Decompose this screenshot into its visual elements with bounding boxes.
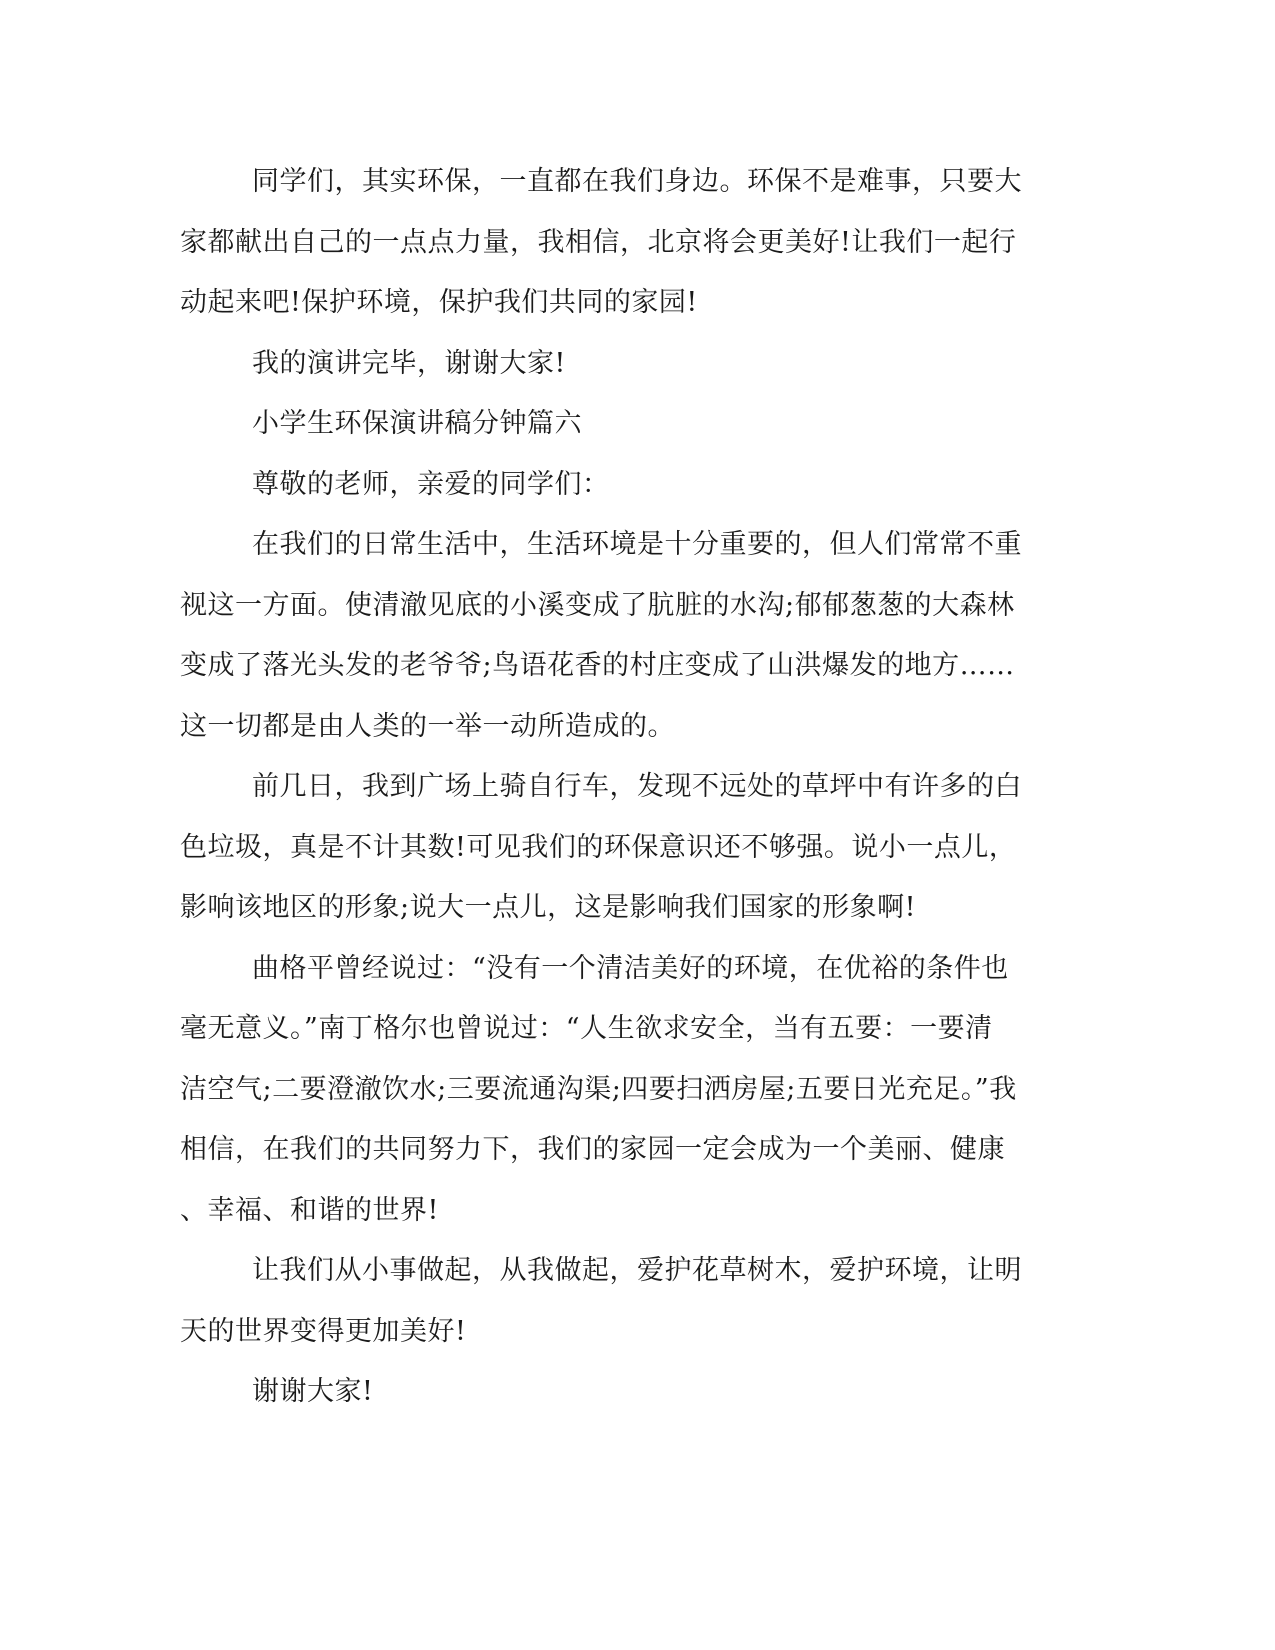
text-line: 让我们从小事做起，从我做起，爱护花草树木，爱护环境，让明 <box>252 1255 1022 1286</box>
text-line: 色垃圾，真是不计其数!可见我们的环保意识还不够强。说小一点儿， <box>180 831 1017 863</box>
text-line: 天的世界变得更加美好! <box>180 1315 467 1347</box>
paragraph-environment-importance <box>180 515 1028 757</box>
text-line: 毫无意义。”南丁格尔也曾说过：“人生欲求安全，当有五要：一要清 <box>180 1013 993 1044</box>
text-line: 相信，在我们的共同努力下，我们的家园一定会成为一个美丽、健康 <box>180 1134 1005 1165</box>
text-line: 视这一方面。使清澈见底的小溪变成了肮脏的水沟;郁郁葱葱的大森林 <box>180 589 1015 621</box>
text-line: 我的演讲完毕，谢谢大家! <box>252 347 566 379</box>
text-line: 洁空气;二要澄澈饮水;三要流通沟渠;四要扫洒房屋;五要日光充足。”我 <box>180 1073 1017 1105</box>
text-line: 在我们的日常生活中，生活环境是十分重要的，但人们常常不重 <box>252 529 1022 560</box>
paragraph-thanks <box>180 1362 1028 1423</box>
paragraph-quotations <box>180 939 1028 1242</box>
text-line: 家都献出自己的一点点力量，我相信，北京将会更美好!让我们一起行 <box>180 226 1017 258</box>
paragraph-salutation <box>180 455 1028 516</box>
text-line: 曲格平曾经说过：“没有一个清洁美好的环境，在优裕的条件也 <box>252 952 1009 984</box>
paragraph-closing-appeal <box>180 152 1028 334</box>
paragraph-speech-end <box>180 334 1028 395</box>
paragraph-white-garbage <box>180 757 1028 939</box>
text-line: 尊敬的老师，亲爱的同学们： <box>252 468 610 500</box>
text-line: 这一切都是由人类的一举一动所造成的。 <box>180 710 675 742</box>
text-line: 谢谢大家! <box>252 1376 374 1407</box>
text-line: 前几日，我到广场上骑自行车，发现不远处的草坪中有许多的白 <box>252 771 1022 802</box>
document-body <box>180 152 1028 1423</box>
text-line: 影响该地区的形象;说大一点儿，这是影响我们国家的形象啊! <box>180 892 916 923</box>
text-line: 动起来吧!保护环境，保护我们共同的家园! <box>180 287 698 318</box>
text-line: 变成了落光头发的老爷爷;鸟语花香的村庄变成了山洪爆发的地方…… <box>180 650 1015 681</box>
heading-text: 小学生环保演讲稿分钟篇六 <box>252 408 582 439</box>
section-heading <box>180 394 1028 455</box>
text-line: 、幸福、和谐的世界! <box>180 1194 439 1226</box>
paragraph-call-to-action <box>180 1241 1028 1362</box>
text-line: 同学们，其实环保，一直都在我们身边。环保不是难事，只要大 <box>252 166 1022 197</box>
